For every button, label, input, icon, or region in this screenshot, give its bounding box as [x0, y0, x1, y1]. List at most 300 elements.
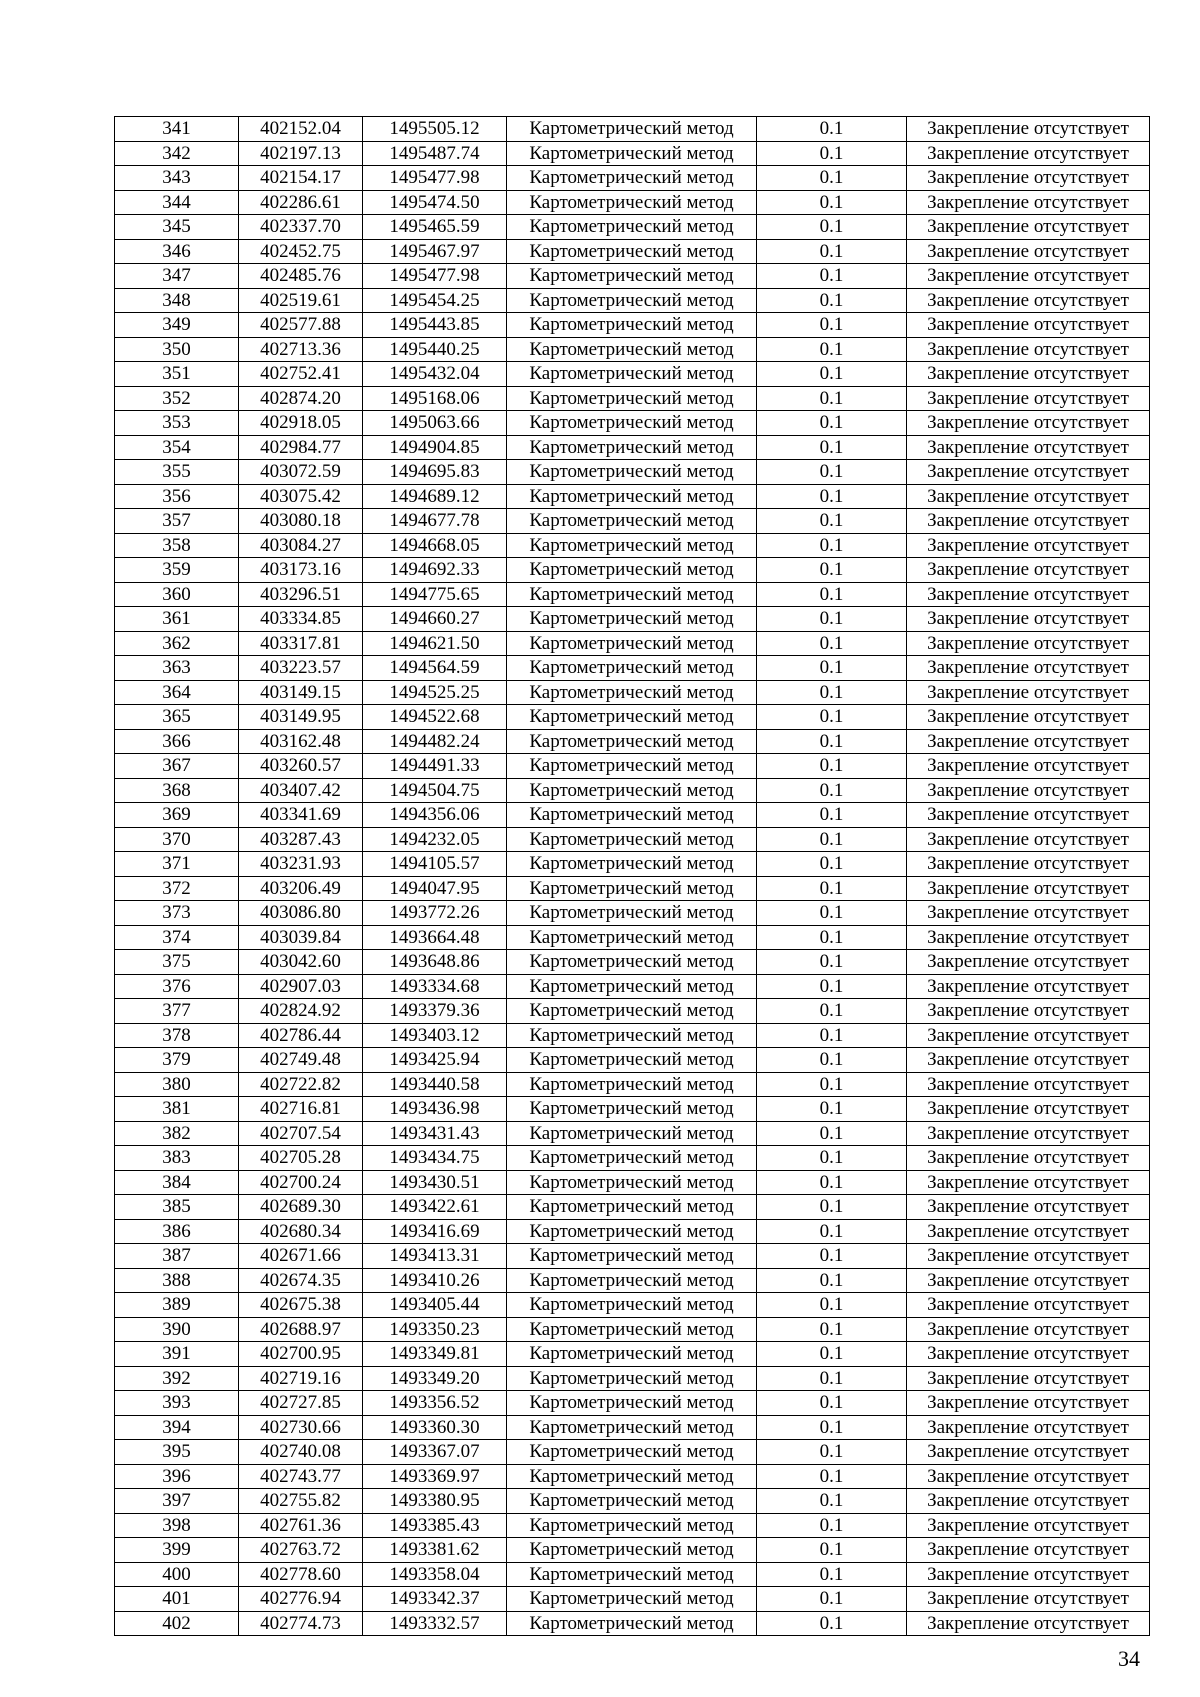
accuracy-cell: 0.1: [757, 484, 907, 509]
accuracy-cell: 0.1: [757, 337, 907, 362]
accuracy-cell: 0.1: [757, 1244, 907, 1269]
y-coordinate-cell: 1493430.51: [363, 1170, 507, 1195]
fixing-cell: Закрепление отсутствует: [907, 215, 1150, 240]
point-number-cell: 355: [115, 460, 239, 485]
method-cell: Картометрический метод: [507, 999, 757, 1024]
y-coordinate-cell: 1494695.83: [363, 460, 507, 485]
method-cell: Картометрический метод: [507, 1023, 757, 1048]
method-cell: Картометрический метод: [507, 1538, 757, 1563]
y-coordinate-cell: 1494047.95: [363, 876, 507, 901]
accuracy-cell: 0.1: [757, 1489, 907, 1514]
method-cell: Картометрический метод: [507, 215, 757, 240]
method-cell: Картометрический метод: [507, 288, 757, 313]
x-coordinate-cell: 403084.27: [239, 533, 363, 558]
accuracy-cell: 0.1: [757, 631, 907, 656]
table-row: [115, 680, 1150, 705]
y-coordinate-cell: 1493350.23: [363, 1317, 507, 1342]
fixing-cell: Закрепление отсутствует: [907, 1538, 1150, 1563]
x-coordinate-cell: 403149.95: [239, 705, 363, 730]
table-row: [115, 558, 1150, 583]
fixing-cell: Закрепление отсутствует: [907, 607, 1150, 632]
table-row: [115, 1121, 1150, 1146]
accuracy-cell: 0.1: [757, 411, 907, 436]
point-number-cell: 399: [115, 1538, 239, 1563]
y-coordinate-cell: 1495168.06: [363, 386, 507, 411]
y-coordinate-cell: 1493358.04: [363, 1562, 507, 1587]
y-coordinate-cell: 1495443.85: [363, 313, 507, 338]
fixing-cell: Закрепление отсутствует: [907, 190, 1150, 215]
page-number: 34: [1118, 1646, 1140, 1671]
point-number-cell: 341: [115, 117, 239, 142]
method-cell: Картометрический метод: [507, 827, 757, 852]
x-coordinate-cell: 403341.69: [239, 803, 363, 828]
y-coordinate-cell: 1493334.68: [363, 974, 507, 999]
y-coordinate-cell: 1494491.33: [363, 754, 507, 779]
point-number-cell: 388: [115, 1268, 239, 1293]
x-coordinate-cell: 403173.16: [239, 558, 363, 583]
x-coordinate-cell: 402824.92: [239, 999, 363, 1024]
fixing-cell: Закрепление отсутствует: [907, 1587, 1150, 1612]
fixing-cell: Закрепление отсутствует: [907, 1146, 1150, 1171]
x-coordinate-cell: 402740.08: [239, 1440, 363, 1465]
fixing-cell: Закрепление отсутствует: [907, 803, 1150, 828]
x-coordinate-cell: 402713.36: [239, 337, 363, 362]
table-row: [115, 484, 1150, 509]
x-coordinate-cell: 402761.36: [239, 1513, 363, 1538]
x-coordinate-cell: 402776.94: [239, 1587, 363, 1612]
method-cell: Картометрический метод: [507, 680, 757, 705]
point-number-cell: 391: [115, 1342, 239, 1367]
point-number-cell: 381: [115, 1097, 239, 1122]
fixing-cell: Закрепление отсутствует: [907, 631, 1150, 656]
fixing-cell: Закрепление отсутствует: [907, 509, 1150, 534]
accuracy-cell: 0.1: [757, 533, 907, 558]
y-coordinate-cell: 1493356.52: [363, 1391, 507, 1416]
y-coordinate-cell: 1493379.36: [363, 999, 507, 1024]
table-row: [115, 1170, 1150, 1195]
accuracy-cell: 0.1: [757, 901, 907, 926]
y-coordinate-cell: 1493434.75: [363, 1146, 507, 1171]
y-coordinate-cell: 1493416.69: [363, 1219, 507, 1244]
table-row: [115, 1219, 1150, 1244]
method-cell: Картометрический метод: [507, 1048, 757, 1073]
point-number-cell: 367: [115, 754, 239, 779]
method-cell: Картометрический метод: [507, 901, 757, 926]
x-coordinate-cell: 402485.76: [239, 264, 363, 289]
table-row: [115, 950, 1150, 975]
accuracy-cell: 0.1: [757, 607, 907, 632]
fixing-cell: Закрепление отсутствует: [907, 1464, 1150, 1489]
x-coordinate-cell: 403086.80: [239, 901, 363, 926]
y-coordinate-cell: 1494105.57: [363, 852, 507, 877]
table-row: [115, 1464, 1150, 1489]
fixing-cell: Закрепление отсутствует: [907, 166, 1150, 191]
x-coordinate-cell: 402722.82: [239, 1072, 363, 1097]
x-coordinate-cell: 402719.16: [239, 1366, 363, 1391]
table-row: [115, 1391, 1150, 1416]
fixing-cell: Закрепление отсутствует: [907, 117, 1150, 142]
fixing-cell: Закрепление отсутствует: [907, 484, 1150, 509]
accuracy-cell: 0.1: [757, 1587, 907, 1612]
table-row: [115, 1072, 1150, 1097]
accuracy-cell: 0.1: [757, 1391, 907, 1416]
accuracy-cell: 0.1: [757, 1611, 907, 1636]
fixing-cell: Закрепление отсутствует: [907, 533, 1150, 558]
y-coordinate-cell: 1495505.12: [363, 117, 507, 142]
method-cell: Картометрический метод: [507, 386, 757, 411]
point-number-cell: 385: [115, 1195, 239, 1220]
fixing-cell: Закрепление отсутствует: [907, 1097, 1150, 1122]
point-number-cell: 398: [115, 1513, 239, 1538]
point-number-cell: 368: [115, 778, 239, 803]
x-coordinate-cell: 402752.41: [239, 362, 363, 387]
accuracy-cell: 0.1: [757, 974, 907, 999]
accuracy-cell: 0.1: [757, 999, 907, 1024]
y-coordinate-cell: 1495454.25: [363, 288, 507, 313]
x-coordinate-cell: 402716.81: [239, 1097, 363, 1122]
y-coordinate-cell: 1495477.98: [363, 264, 507, 289]
method-cell: Картометрический метод: [507, 411, 757, 436]
y-coordinate-cell: 1493380.95: [363, 1489, 507, 1514]
point-number-cell: 379: [115, 1048, 239, 1073]
x-coordinate-cell: 402786.44: [239, 1023, 363, 1048]
table-row: [115, 264, 1150, 289]
x-coordinate-cell: 403296.51: [239, 582, 363, 607]
y-coordinate-cell: 1493440.58: [363, 1072, 507, 1097]
accuracy-cell: 0.1: [757, 386, 907, 411]
method-cell: Картометрический метод: [507, 631, 757, 656]
accuracy-cell: 0.1: [757, 656, 907, 681]
method-cell: Картометрический метод: [507, 117, 757, 142]
table-row: [115, 435, 1150, 460]
fixing-cell: Закрепление отсутствует: [907, 1219, 1150, 1244]
accuracy-cell: 0.1: [757, 729, 907, 754]
method-cell: Картометрический метод: [507, 1415, 757, 1440]
y-coordinate-cell: 1493349.20: [363, 1366, 507, 1391]
y-coordinate-cell: 1493772.26: [363, 901, 507, 926]
accuracy-cell: 0.1: [757, 950, 907, 975]
point-number-cell: 353: [115, 411, 239, 436]
point-number-cell: 358: [115, 533, 239, 558]
accuracy-cell: 0.1: [757, 1464, 907, 1489]
point-number-cell: 389: [115, 1293, 239, 1318]
point-number-cell: 373: [115, 901, 239, 926]
method-cell: Картометрический метод: [507, 1562, 757, 1587]
fixing-cell: Закрепление отсутствует: [907, 141, 1150, 166]
x-coordinate-cell: 402671.66: [239, 1244, 363, 1269]
x-coordinate-cell: 402730.66: [239, 1415, 363, 1440]
x-coordinate-cell: 403206.49: [239, 876, 363, 901]
table-row: [115, 1342, 1150, 1367]
x-coordinate-cell: 403334.85: [239, 607, 363, 632]
coordinates-table: [114, 116, 1150, 1636]
method-cell: Картометрический метод: [507, 1587, 757, 1612]
fixing-cell: Закрепление отсутствует: [907, 386, 1150, 411]
table-row: [115, 876, 1150, 901]
accuracy-cell: 0.1: [757, 288, 907, 313]
method-cell: Картометрический метод: [507, 435, 757, 460]
y-coordinate-cell: 1494482.24: [363, 729, 507, 754]
accuracy-cell: 0.1: [757, 1538, 907, 1563]
accuracy-cell: 0.1: [757, 460, 907, 485]
point-number-cell: 386: [115, 1219, 239, 1244]
x-coordinate-cell: 402452.75: [239, 239, 363, 264]
accuracy-cell: 0.1: [757, 778, 907, 803]
method-cell: Картометрический метод: [507, 239, 757, 264]
fixing-cell: Закрепление отсутствует: [907, 827, 1150, 852]
point-number-cell: 364: [115, 680, 239, 705]
fixing-cell: Закрепление отсутствует: [907, 876, 1150, 901]
x-coordinate-cell: 402778.60: [239, 1562, 363, 1587]
point-number-cell: 377: [115, 999, 239, 1024]
fixing-cell: Закрепление отсутствует: [907, 999, 1150, 1024]
point-number-cell: 384: [115, 1170, 239, 1195]
point-number-cell: 365: [115, 705, 239, 730]
table-row: [115, 288, 1150, 313]
point-number-cell: 400: [115, 1562, 239, 1587]
point-number-cell: 359: [115, 558, 239, 583]
accuracy-cell: 0.1: [757, 509, 907, 534]
fixing-cell: Закрепление отсутствует: [907, 1268, 1150, 1293]
fixing-cell: Закрепление отсутствует: [907, 411, 1150, 436]
table-row: [115, 754, 1150, 779]
table-row: [115, 239, 1150, 264]
y-coordinate-cell: 1494525.25: [363, 680, 507, 705]
x-coordinate-cell: 402197.13: [239, 141, 363, 166]
table-row: [115, 1440, 1150, 1465]
x-coordinate-cell: 402705.28: [239, 1146, 363, 1171]
x-coordinate-cell: 402519.61: [239, 288, 363, 313]
point-number-cell: 343: [115, 166, 239, 191]
y-coordinate-cell: 1494504.75: [363, 778, 507, 803]
method-cell: Картометрический метод: [507, 484, 757, 509]
method-cell: Картометрический метод: [507, 582, 757, 607]
method-cell: Картометрический метод: [507, 509, 757, 534]
table-body: [115, 117, 1150, 1636]
method-cell: Картометрический метод: [507, 313, 757, 338]
y-coordinate-cell: 1493664.48: [363, 925, 507, 950]
y-coordinate-cell: 1495474.50: [363, 190, 507, 215]
y-coordinate-cell: 1495465.59: [363, 215, 507, 240]
table-row: [115, 166, 1150, 191]
accuracy-cell: 0.1: [757, 1023, 907, 1048]
accuracy-cell: 0.1: [757, 876, 907, 901]
accuracy-cell: 0.1: [757, 803, 907, 828]
y-coordinate-cell: 1494232.05: [363, 827, 507, 852]
point-number-cell: 348: [115, 288, 239, 313]
y-coordinate-cell: 1493422.61: [363, 1195, 507, 1220]
table-row: [115, 1244, 1150, 1269]
method-cell: Картометрический метод: [507, 876, 757, 901]
table-row: [115, 1562, 1150, 1587]
method-cell: Картометрический метод: [507, 656, 757, 681]
fixing-cell: Закрепление отсутствует: [907, 1342, 1150, 1367]
method-cell: Картометрический метод: [507, 1268, 757, 1293]
method-cell: Картометрический метод: [507, 1611, 757, 1636]
fixing-cell: Закрепление отсутствует: [907, 778, 1150, 803]
point-number-cell: 387: [115, 1244, 239, 1269]
point-number-cell: 350: [115, 337, 239, 362]
x-coordinate-cell: 402743.77: [239, 1464, 363, 1489]
x-coordinate-cell: 402286.61: [239, 190, 363, 215]
point-number-cell: 344: [115, 190, 239, 215]
point-number-cell: 345: [115, 215, 239, 240]
y-coordinate-cell: 1493367.07: [363, 1440, 507, 1465]
fixing-cell: Закрепление отсутствует: [907, 362, 1150, 387]
table-row: [115, 117, 1150, 142]
table-row: [115, 582, 1150, 607]
x-coordinate-cell: 403042.60: [239, 950, 363, 975]
method-cell: Картометрический метод: [507, 1170, 757, 1195]
x-coordinate-cell: 403080.18: [239, 509, 363, 534]
method-cell: Картометрический метод: [507, 1244, 757, 1269]
method-cell: Картометрический метод: [507, 141, 757, 166]
point-number-cell: 370: [115, 827, 239, 852]
fixing-cell: Закрепление отсутствует: [907, 337, 1150, 362]
point-number-cell: 397: [115, 1489, 239, 1514]
point-number-cell: 352: [115, 386, 239, 411]
method-cell: Картометрический метод: [507, 1440, 757, 1465]
method-cell: Картометрический метод: [507, 1391, 757, 1416]
x-coordinate-cell: 403223.57: [239, 656, 363, 681]
method-cell: Картометрический метод: [507, 754, 757, 779]
table-row: [115, 533, 1150, 558]
method-cell: Картометрический метод: [507, 607, 757, 632]
fixing-cell: Закрепление отсутствует: [907, 1440, 1150, 1465]
y-coordinate-cell: 1493405.44: [363, 1293, 507, 1318]
y-coordinate-cell: 1493413.31: [363, 1244, 507, 1269]
fixing-cell: Закрепление отсутствует: [907, 435, 1150, 460]
x-coordinate-cell: 402700.24: [239, 1170, 363, 1195]
accuracy-cell: 0.1: [757, 1097, 907, 1122]
x-coordinate-cell: 403162.48: [239, 729, 363, 754]
table-row: [115, 1023, 1150, 1048]
fixing-cell: Закрепление отсутствует: [907, 705, 1150, 730]
method-cell: Картометрический метод: [507, 803, 757, 828]
y-coordinate-cell: 1494689.12: [363, 484, 507, 509]
table-row: [115, 411, 1150, 436]
accuracy-cell: 0.1: [757, 1317, 907, 1342]
point-number-cell: 363: [115, 656, 239, 681]
point-number-cell: 380: [115, 1072, 239, 1097]
method-cell: Картометрический метод: [507, 974, 757, 999]
fixing-cell: Закрепление отсутствует: [907, 582, 1150, 607]
accuracy-cell: 0.1: [757, 166, 907, 191]
point-number-cell: 378: [115, 1023, 239, 1048]
accuracy-cell: 0.1: [757, 239, 907, 264]
fixing-cell: Закрепление отсутствует: [907, 950, 1150, 975]
y-coordinate-cell: 1495063.66: [363, 411, 507, 436]
accuracy-cell: 0.1: [757, 852, 907, 877]
fixing-cell: Закрепление отсутствует: [907, 558, 1150, 583]
table-row: [115, 1587, 1150, 1612]
fixing-cell: Закрепление отсутствует: [907, 1048, 1150, 1073]
table-row: [115, 1415, 1150, 1440]
method-cell: Картометрический метод: [507, 460, 757, 485]
fixing-cell: Закрепление отсутствует: [907, 1391, 1150, 1416]
fixing-cell: Закрепление отсутствует: [907, 1415, 1150, 1440]
table-row: [115, 1097, 1150, 1122]
method-cell: Картометрический метод: [507, 1489, 757, 1514]
accuracy-cell: 0.1: [757, 1170, 907, 1195]
accuracy-cell: 0.1: [757, 435, 907, 460]
table-row: [115, 631, 1150, 656]
method-cell: Картометрический метод: [507, 705, 757, 730]
fixing-cell: Закрепление отсутствует: [907, 1244, 1150, 1269]
y-coordinate-cell: 1493403.12: [363, 1023, 507, 1048]
fixing-cell: Закрепление отсутствует: [907, 313, 1150, 338]
x-coordinate-cell: 402577.88: [239, 313, 363, 338]
y-coordinate-cell: 1494677.78: [363, 509, 507, 534]
point-number-cell: 376: [115, 974, 239, 999]
x-coordinate-cell: 402749.48: [239, 1048, 363, 1073]
fixing-cell: Закрепление отсутствует: [907, 288, 1150, 313]
method-cell: Картометрический метод: [507, 1097, 757, 1122]
point-number-cell: 354: [115, 435, 239, 460]
point-number-cell: 401: [115, 1587, 239, 1612]
point-number-cell: 375: [115, 950, 239, 975]
x-coordinate-cell: 402675.38: [239, 1293, 363, 1318]
y-coordinate-cell: 1493431.43: [363, 1121, 507, 1146]
accuracy-cell: 0.1: [757, 680, 907, 705]
table-row: [115, 1489, 1150, 1514]
y-coordinate-cell: 1495440.25: [363, 337, 507, 362]
point-number-cell: 362: [115, 631, 239, 656]
method-cell: Картометрический метод: [507, 190, 757, 215]
method-cell: Картометрический метод: [507, 950, 757, 975]
y-coordinate-cell: 1493342.37: [363, 1587, 507, 1612]
accuracy-cell: 0.1: [757, 1342, 907, 1367]
x-coordinate-cell: 402700.95: [239, 1342, 363, 1367]
table-row: [115, 852, 1150, 877]
y-coordinate-cell: 1494660.27: [363, 607, 507, 632]
x-coordinate-cell: 402707.54: [239, 1121, 363, 1146]
point-number-cell: 372: [115, 876, 239, 901]
y-coordinate-cell: 1493369.97: [363, 1464, 507, 1489]
point-number-cell: 371: [115, 852, 239, 877]
x-coordinate-cell: 402774.73: [239, 1611, 363, 1636]
accuracy-cell: 0.1: [757, 1048, 907, 1073]
x-coordinate-cell: 403149.15: [239, 680, 363, 705]
x-coordinate-cell: 402874.20: [239, 386, 363, 411]
accuracy-cell: 0.1: [757, 1513, 907, 1538]
method-cell: Картометрический метод: [507, 778, 757, 803]
method-cell: Картометрический метод: [507, 852, 757, 877]
method-cell: Картометрический метод: [507, 337, 757, 362]
point-number-cell: 394: [115, 1415, 239, 1440]
method-cell: Картометрический метод: [507, 729, 757, 754]
fixing-cell: Закрепление отсутствует: [907, 1611, 1150, 1636]
table-row: [115, 1538, 1150, 1563]
accuracy-cell: 0.1: [757, 1219, 907, 1244]
fixing-cell: Закрепление отсутствует: [907, 925, 1150, 950]
fixing-cell: Закрепление отсутствует: [907, 1195, 1150, 1220]
point-number-cell: 356: [115, 484, 239, 509]
point-number-cell: 366: [115, 729, 239, 754]
y-coordinate-cell: 1494668.05: [363, 533, 507, 558]
table-row: [115, 925, 1150, 950]
fixing-cell: Закрепление отсутствует: [907, 852, 1150, 877]
method-cell: Картометрический метод: [507, 1195, 757, 1220]
fixing-cell: Закрепление отсутствует: [907, 1317, 1150, 1342]
accuracy-cell: 0.1: [757, 1146, 907, 1171]
x-coordinate-cell: 402680.34: [239, 1219, 363, 1244]
x-coordinate-cell: 403231.93: [239, 852, 363, 877]
x-coordinate-cell: 402688.97: [239, 1317, 363, 1342]
point-number-cell: 393: [115, 1391, 239, 1416]
fixing-cell: Закрепление отсутствует: [907, 264, 1150, 289]
point-number-cell: 395: [115, 1440, 239, 1465]
